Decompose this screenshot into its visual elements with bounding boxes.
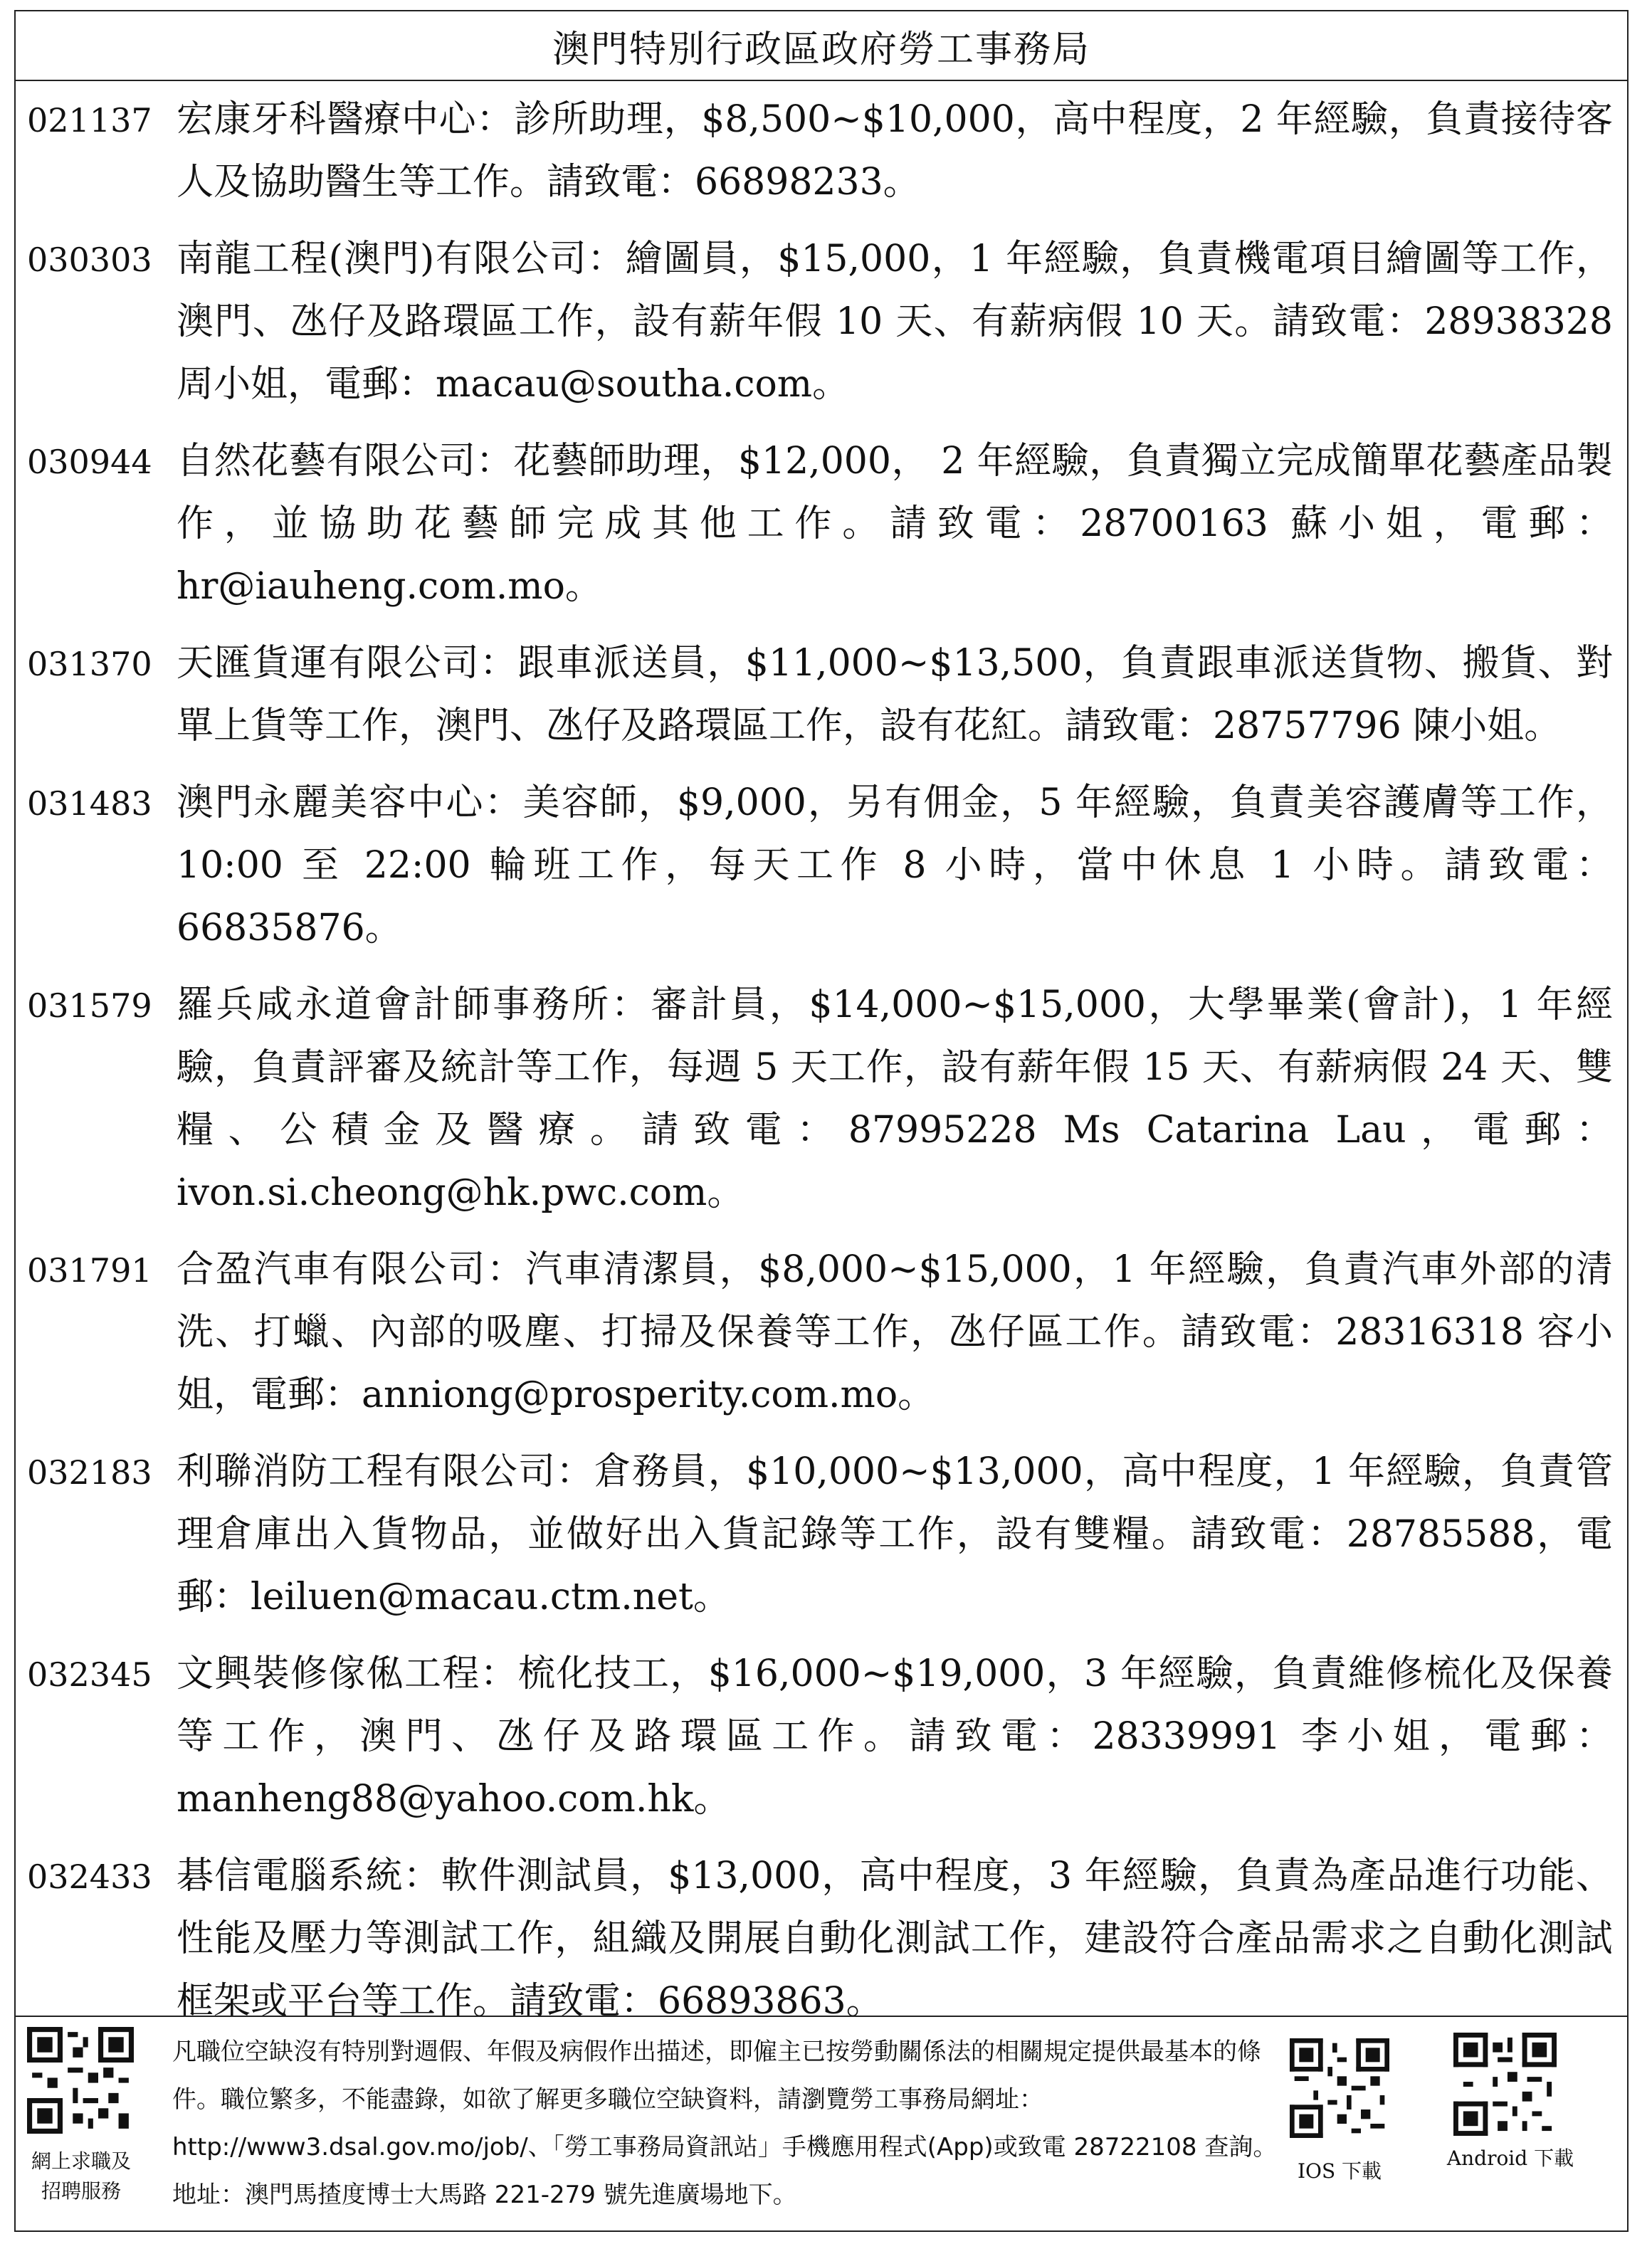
job-listings: [16, 81, 1627, 2033]
job-code: 032433: [27, 1858, 152, 1896]
job-listing: [24, 1238, 1619, 1426]
qr-code-icon: [1453, 2033, 1557, 2136]
job-description: 文興裝修傢俬工程：梳化技工，$16,000~$19,000，3 年經驗，負責維修梳化及保養等工作，澳門、氹仔及路環區工作。請致電：28339991 李小姐，電郵：manheng88@yahoo.com.hk。: [177, 1653, 1613, 1821]
job-code: 031579: [27, 986, 152, 1025]
job-code: 032345: [27, 1655, 152, 1694]
job-code: 031370: [27, 645, 152, 683]
job-description: 澳門永麗美容中心：美容師，$9,000，另有佣金，5 年經驗，負責美容護膚等工作，10:00 至 22:00 輪班工作，每天工作 8 小時，當中休息 1 小時。請致電：66835876。: [177, 781, 1613, 949]
job-description: 南龍工程(澳門)有限公司：繪圖員，$15,000，1 年經驗，負責機電項目繪圖等工作，澳門、氹仔及路環區工作，設有薪年假 10 天、有薪病假 10 天。請致電：28938328 周小姐，電郵：macau@southa.com。: [177, 238, 1613, 406]
online-service-label: 網上求職及 招聘服務: [31, 2149, 131, 2203]
job-code: 032183: [27, 1453, 152, 1492]
page-title: 澳門特別行政區政府勞工事務局: [16, 11, 1627, 81]
job-code: 030944: [27, 443, 152, 481]
job-listing: [24, 1440, 1619, 1628]
job-code: 031791: [27, 1251, 152, 1290]
job-code: 021137: [27, 101, 152, 139]
qr-code-ios[interactable]: [1290, 2038, 1389, 2138]
job-listing: [24, 430, 1619, 618]
qr-code-icon: [1290, 2038, 1389, 2138]
job-description: 碁信電腦系統：軟件測試員，$13,000，高中程度，3 年經驗，負責為產品進行功能、性能及壓力等測試工作，組織及開展自動化測試工作，建設符合產品需求之自動化測試框架或平台等工作。請致電：66893863。: [177, 1855, 1613, 2023]
job-code: 031483: [27, 784, 152, 823]
job-listing: [24, 1643, 1619, 1831]
job-description: 利聯消防工程有限公司：倉務員，$10,000~$13,000，高中程度，1 年經驗，負責管理倉庫出入貨物品，並做好出入貨記錄等工作，設有雙糧。請致電：28785588，電郵：leiluen@macau.ctm.net。: [177, 1450, 1613, 1618]
ios-download-label: IOS 下載: [1297, 2159, 1382, 2183]
job-description: 自然花藝有限公司：花藝師助理，$12,000， 2 年經驗，負責獨立完成簡單花藝產品製作，並協助花藝師完成其他工作。請致電：28700163 蘇小姐，電郵：hr@iauheng.com.mo。: [177, 440, 1613, 608]
qr-code-online-service[interactable]: [27, 2027, 134, 2134]
job-listing: [24, 974, 1619, 1224]
qr-code-android[interactable]: [1453, 2033, 1557, 2136]
job-description: 羅兵咸永道會計師事務所：審計員，$14,000~$15,000，大學畢業(會計)，1 年經驗，負責評審及統計等工作，每週 5 天工作，設有薪年假 15 天、有薪病假 24 天、雙糧、公積金及醫療。請致電：87995228 Ms Catarina Lau，電郵：ivon.si.cheong@hk.pwc.com。: [177, 984, 1613, 1214]
job-board: [14, 10, 1629, 2232]
job-listing: [24, 771, 1619, 959]
job-listing: [24, 228, 1619, 416]
job-description: 天匯貨運有限公司：跟車派送員，$11,000~$13,500，負責跟車派送貨物、搬貨、對單上貨等工作，澳門、氹仔及路環區工作，設有花紅。請致電：28757796 陳小姐。: [177, 642, 1613, 747]
job-listing: [24, 1845, 1619, 2033]
job-listing: [24, 632, 1619, 757]
android-download-label: Android 下載: [1446, 2146, 1574, 2170]
qr-code-icon: [27, 2027, 134, 2134]
footer-notice: 凡職位空缺沒有特別對週假、年假及病假作出描述，即僱主已按勞動關係法的相關規定提供最基本的條件。職位繁多，不能盡錄，如欲了解更多職位空缺資料，請瀏覽勞工事務局網址：http://www3.dsal.gov.mo/job/、「勞工事務局資訊站」手機應用程式(App)或致電 28722108 查詢。地址：澳門馬揸度博士大馬路 221-279 號先進廣場地下。: [172, 2038, 1278, 2209]
job-listing: [24, 88, 1619, 214]
job-description: 合盈汽車有限公司：汽車清潔員，$8,000~$15,000，1 年經驗，負責汽車外部的清洗、打蠟、內部的吸塵、打掃及保養等工作，氹仔區工作。請致電：28316318 容小姐，電郵：anniong@prosperity.com.mo。: [177, 1248, 1613, 1416]
job-description: 宏康牙科醫療中心：診所助理，$8,500~$10,000，高中程度，2 年經驗，負責接待客人及協助醫生等工作。請致電：66898233。: [177, 98, 1613, 204]
footer-info: [16, 2016, 1627, 2230]
job-code: 030303: [27, 241, 152, 279]
